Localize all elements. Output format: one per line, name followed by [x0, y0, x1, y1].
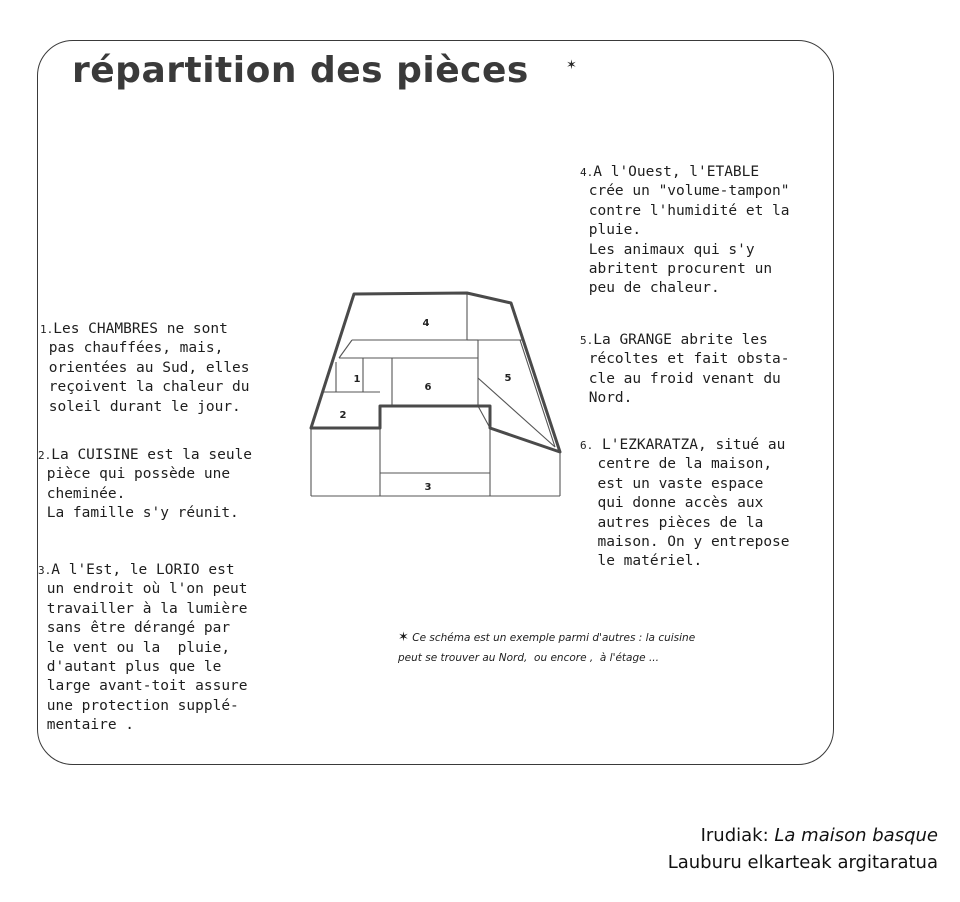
room-label-2: 2 — [339, 410, 347, 421]
caption-book-title: La maison basque — [774, 825, 938, 846]
house-outline — [311, 293, 560, 452]
caption-line-1 — [668, 822, 938, 849]
footnote — [398, 628, 695, 668]
footnote-asterisk-icon: ✶ — [398, 630, 409, 645]
note-cuisine — [38, 446, 252, 524]
note-grange — [580, 331, 790, 409]
note-chambres — [40, 320, 250, 417]
note-text: L'EZKARATZA, situé au centre de la maison, est un vaste espace qui donne accès aux autres pièces de la maison. On y entrepose le matériel. — [597, 437, 790, 570]
title-asterisk-icon: ✶ — [566, 58, 577, 73]
caption-prefix: Irudiak: — [700, 825, 775, 846]
note-text: La CUISINE est la seule pièce qui possède une cheminée. La famille s'y réunit. — [46, 447, 253, 522]
note-text: A l'Est, le LORIO est un endroit où l'on peut travailler à la lumière sans être dérangé par le vent ou la pluie, d'autant plus que le large avant-toit assure une protection supplé- mentaire . — [46, 562, 248, 734]
note-number: 4. — [580, 166, 594, 179]
footnote-text: Ce schéma est un exemple parmi d'autres : la cuisine peut se trouver au Nord, ou encore , à l'étage ... — [398, 632, 696, 664]
note-number: 6. — [580, 439, 594, 452]
note-text: A l'Ouest, l'ETABLE crée un "volume-tampon" contre l'humidité et la pluie. Les animaux qui s'y abritent procurent un peu de chaleur. — [588, 164, 790, 297]
room-label-1: 1 — [353, 374, 361, 385]
note-number: 3. — [38, 564, 52, 577]
interior-wall — [478, 406, 490, 428]
note-number: 2. — [38, 449, 52, 462]
page-title: répartition des pièces — [72, 50, 529, 91]
note-etable — [580, 163, 790, 299]
image-caption — [668, 822, 938, 876]
room-label-4: 4 — [422, 318, 430, 329]
house-floorplan-diagram — [300, 285, 570, 505]
note-number: 1. — [40, 323, 54, 336]
note-number: 5. — [580, 334, 594, 347]
interior-wall — [339, 340, 352, 358]
note-text: La GRANGE abrite les récoltes et fait obsta- cle au froid venant du Nord. — [588, 332, 790, 407]
room-label-6: 6 — [424, 382, 432, 393]
caption-line-2: Lauburu elkarteak argitaratua — [667, 852, 938, 873]
room-label-5: 5 — [504, 373, 512, 384]
room-label-3: 3 — [424, 482, 432, 493]
note-lorio — [38, 561, 248, 736]
note-ezkaratza — [580, 436, 790, 572]
note-text: Les CHAMBRES ne sont pas chauffées, mais, orientées au Sud, elles reçoivent la chaleur du soleil durant le jour. — [48, 321, 250, 415]
